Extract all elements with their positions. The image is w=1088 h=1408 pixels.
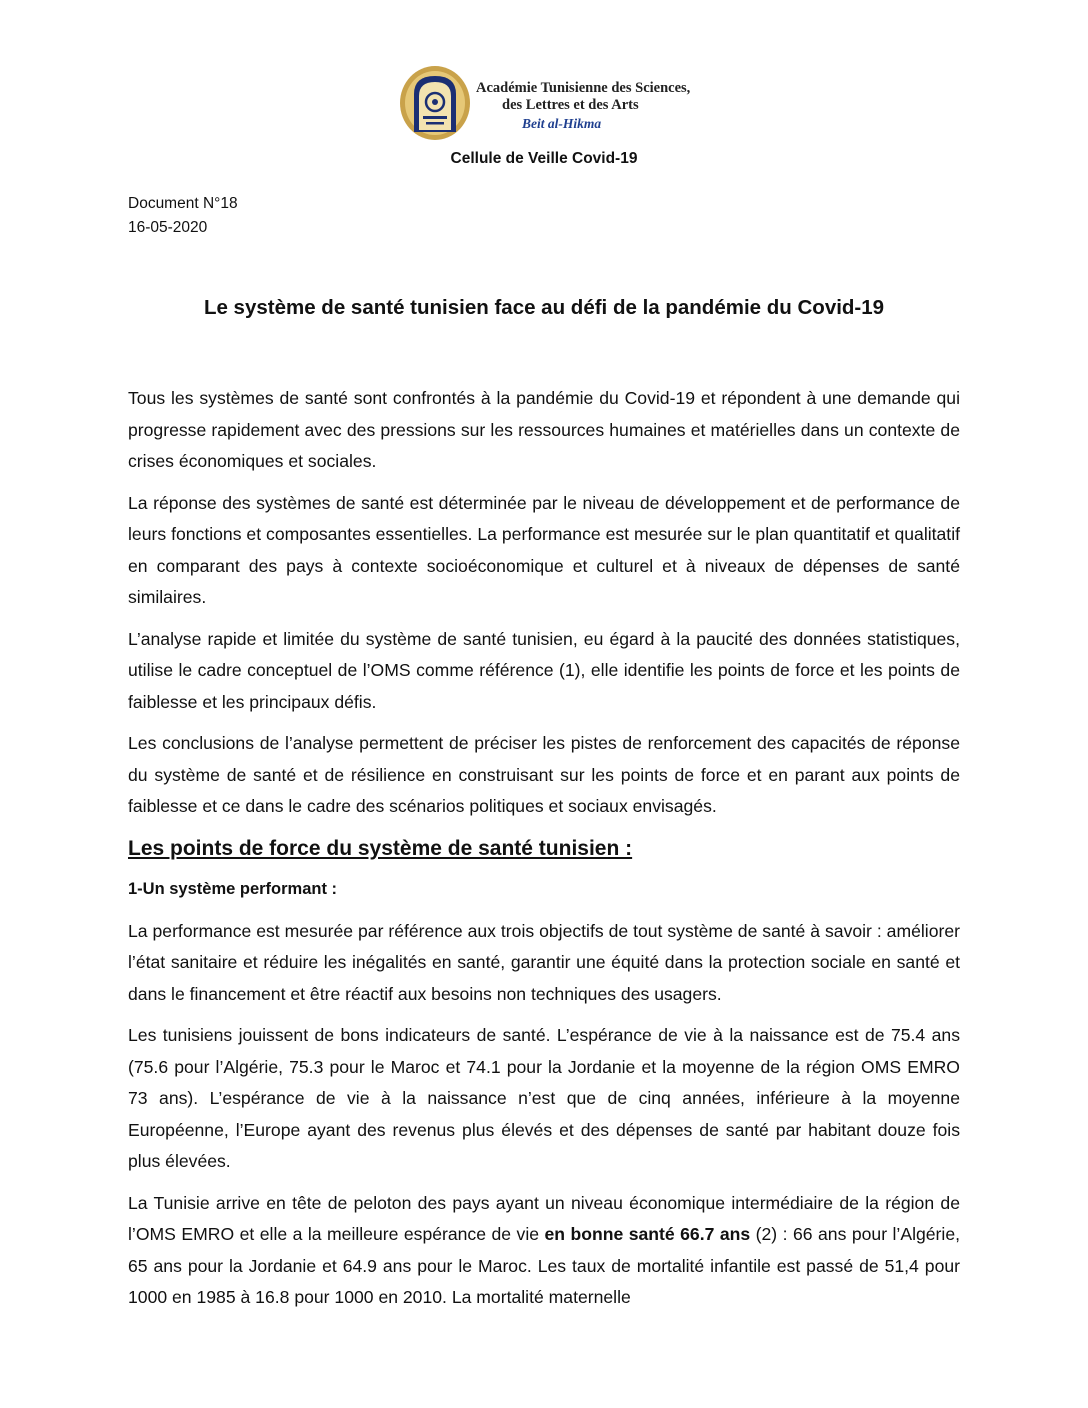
organization-name: [476, 80, 690, 132]
ranking-text-a: La Tunisie arrive en tête de peloton des pays ayant un niveau économique intermédiaire de la région de l’OMS EMRO et elle a la meilleure espérance de vie: [128, 1192, 960, 1244]
document-body: [128, 383, 960, 1324]
document-meta: [128, 192, 238, 240]
document-number: Document N°18: [128, 195, 238, 212]
section-heading: Les points de force du système de santé tunisien :: [128, 836, 633, 860]
org-motto: Beit al-Hikma: [522, 116, 602, 131]
paragraph-analysis: L’analyse rapide et limitée du système de santé tunisien, eu égard à la paucité des données statistiques, utilise le cadre conceptuel de l’OMS comme référence (1), elle identifie les points de force et les points de faiblesse et les principaux défis.: [128, 628, 960, 712]
org-line-2: des Lettres et des Arts: [502, 97, 639, 113]
letterhead: [398, 64, 718, 144]
paragraph-intro: Tous les systèmes de santé sont confrontés à la pandémie du Covid-19 et répondent à une demande qui progresse rapidement avec des pressions sur les ressources humaines et matérielles dans un contexte de crises économiques et sociales.: [128, 388, 960, 471]
document-date: 16-05-2020: [128, 219, 208, 236]
academy-seal-logo: [398, 64, 472, 142]
paragraph-ranking: [128, 1188, 960, 1314]
org-line-1: Académie Tunisienne des Sciences,: [476, 80, 691, 96]
paragraph-performance: La performance est mesurée par référence aux trois objectifs de tout système de santé à savoir : améliorer l’état sanitaire et réduire les inégalités en santé, garantir une équité dans la protection sociale en santé et dans le financement et être réactif aux besoins non techniques des usagers.: [128, 920, 960, 1004]
cellule-label: Cellule de Veille Covid-19: [450, 150, 638, 167]
subsection-heading: 1-Un système performant :: [128, 879, 338, 898]
ranking-text-b: (2) : 66 ans pour l’Algérie, 65 ans pour la Jordanie et 64.9 ans pour le Maroc. Les taux de mortalité infantile est passé de 51,4 pour 1000 en 1985 à 16.8 pour 1000 en 2010. La mortalité maternelle: [128, 1224, 960, 1307]
ranking-text-bold: en bonne santé 66.7 ans: [544, 1224, 751, 1244]
document-title: Le système de santé tunisien face au défi de la pandémie du Covid-19: [203, 296, 885, 319]
paragraph-indicators: Les tunisiens jouissent de bons indicateurs de santé. L’espérance de vie à la naissance est de 75.4 ans (75.6 pour l’Algérie, 75.3 pour le Maroc et 74.1 pour la Jordanie et la moyenne de la région OMS EMRO 73 ans). L’espérance de vie à la naissance n’est que de cinq années, inférieure à la moyenne Européenne, l’Europe ayant des revenus plus élevés et des dépenses de santé par habitant douze fois plus élevées.: [128, 1025, 960, 1171]
paragraph-conclusions: Les conclusions de l’analyse permettent de préciser les pistes de renforcement des capacités de réponse du système de santé et de résilience en construisant sur les points de force et en parant aux points de faiblesse et ce dans le cadre des scénarios politiques et sociaux envisagés.: [128, 733, 960, 816]
paragraph-response: La réponse des systèmes de santé est déterminée par le niveau de développement et de performance de leurs fonctions et composantes essentielles. La performance est mesurée sur le plan quantitatif et qualitatif en comparant des pays à contexte socioéconomique et culturel et à niveaux de dépenses de santé similaires.: [128, 492, 960, 607]
